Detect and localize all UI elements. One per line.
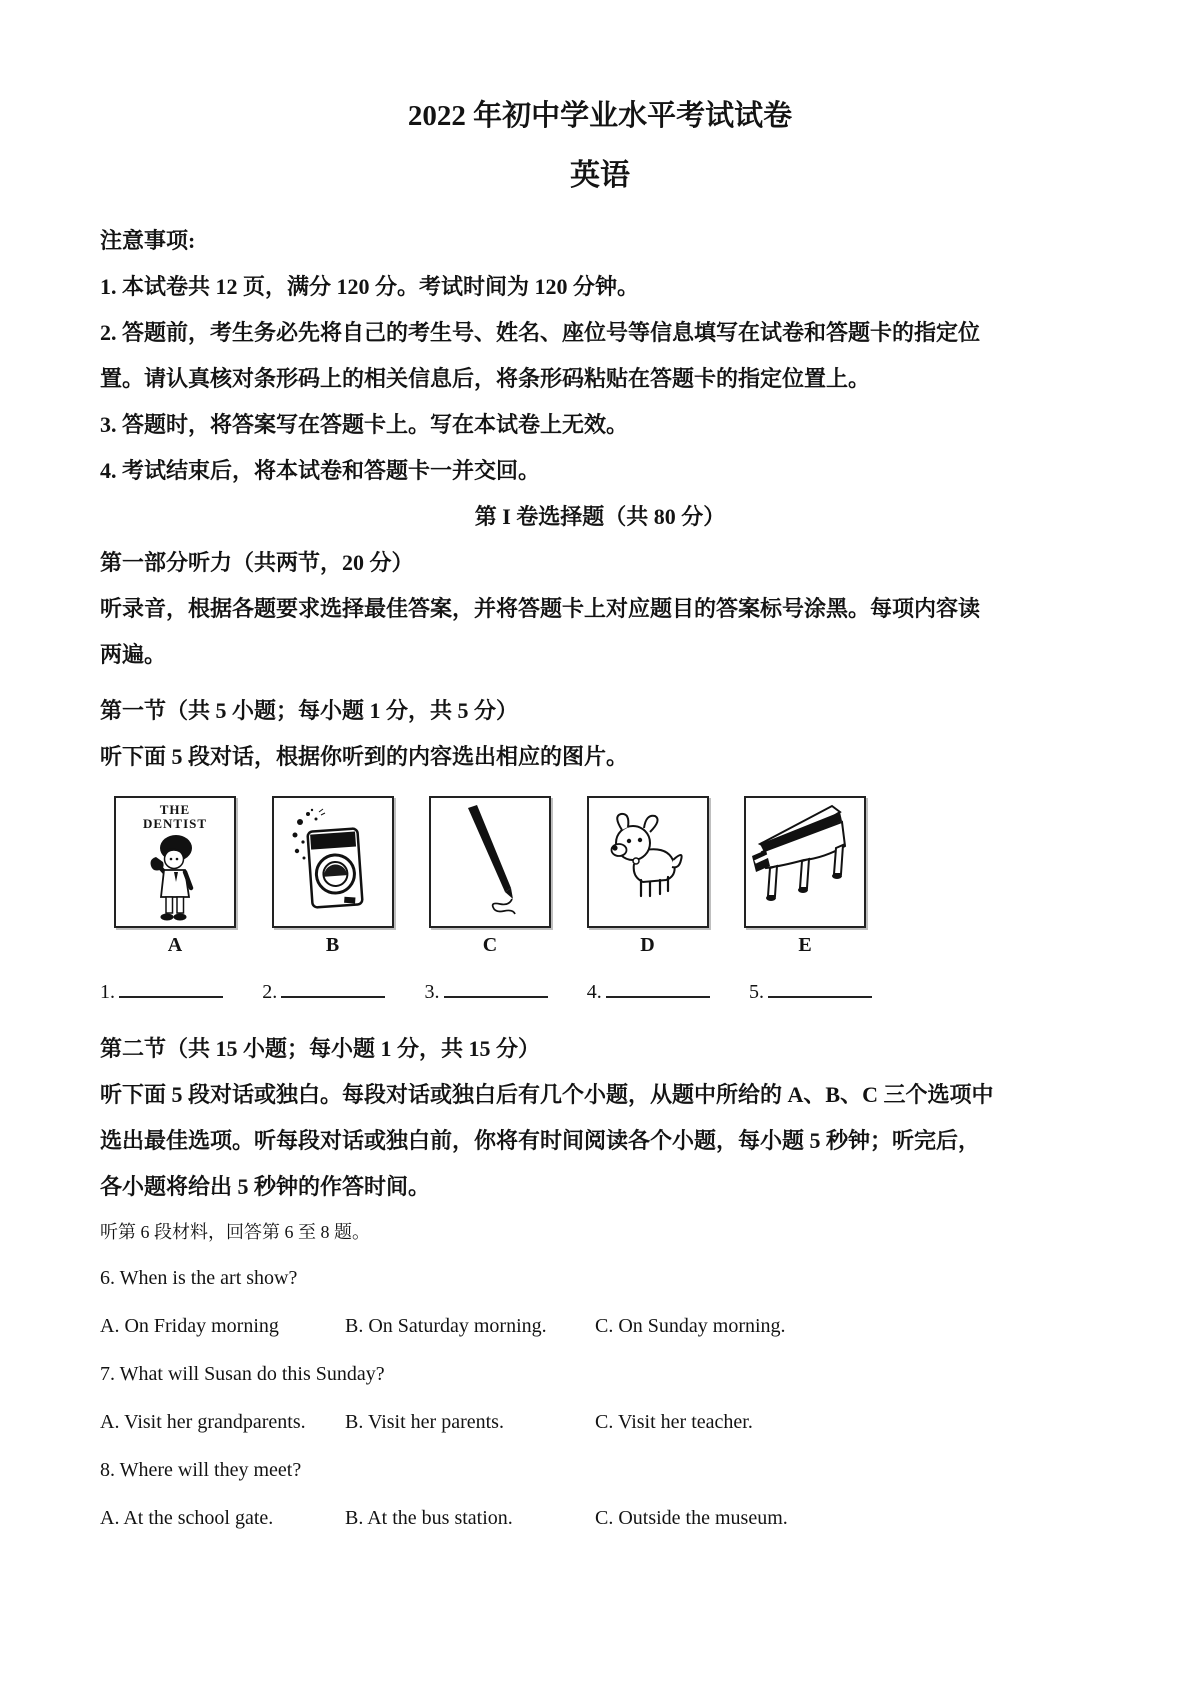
answer-blank-5: 5.: [749, 972, 872, 1014]
picture-letter-a: A: [167, 934, 183, 956]
answer-blank-4: 4.: [587, 972, 710, 1014]
question-7-stem: 7. What will Susan do this Sunday?: [100, 1363, 385, 1385]
notice-heading: 注意事项:: [100, 228, 196, 253]
dog-icon: [589, 798, 707, 926]
picture-letter-b: B: [325, 934, 340, 956]
picture-option-e: [744, 796, 866, 962]
question-6-option-c: C. On Sunday morning.: [595, 1315, 786, 1337]
answer-blank-1: 1.: [100, 972, 223, 1014]
question-6-option-a: A. On Friday morning: [100, 1315, 279, 1337]
notice-item-1: 1. 本试卷共 12 页，满分 120 分。考试时间为 120 分钟。: [100, 274, 640, 299]
question-7-option-b: B. Visit her parents.: [345, 1411, 504, 1433]
listening-intro-line-1: 听录音，根据各题要求选择最佳答案，并将答题卡上对应题目的答案标号涂黑。每项内容读: [100, 596, 981, 621]
section-2-intro-line-3: 各小题将给出 5 秒钟的作答时间。: [100, 1174, 431, 1199]
section-1-instruction: 听下面 5 段对话，根据你听到的内容选出相应的图片。: [100, 744, 629, 769]
washing-machine-icon: [274, 798, 392, 926]
dentist-icon: [116, 832, 234, 926]
material-6-cue: 听第 6 段材料，回答第 6 至 8 题。: [100, 1222, 370, 1242]
answer-blank-3: 3.: [425, 972, 548, 1014]
picture-box-c: [429, 796, 551, 928]
question-7-option-c: C. Visit her teacher.: [595, 1411, 753, 1433]
section-2-heading: 第二节（共 15 小题；每小题 1 分，共 15 分）: [100, 1036, 541, 1061]
dentist-caption: THE DENTIST: [142, 802, 208, 831]
question-6-options: [100, 1302, 1100, 1350]
blank-underline-2: [281, 978, 385, 998]
picture-option-d: [587, 796, 709, 962]
question-6-stem: 6. When is the art show?: [100, 1267, 298, 1289]
question-8-option-a: A. At the school gate.: [100, 1507, 274, 1529]
question-8-option-c: C. Outside the museum.: [595, 1507, 788, 1529]
picture-box-a: [114, 796, 236, 928]
picture-box-b: [272, 796, 394, 928]
section-2-intro-line-2: 选出最佳选项。听每段对话或独白前，你将有时间阅读各个小题，每小题 5 秒钟；听完后，: [100, 1128, 981, 1153]
picture-option-c: [429, 796, 551, 962]
picture-letter-c: C: [482, 934, 498, 956]
question-8-stem: 8. Where will they meet?: [100, 1459, 302, 1481]
question-8-options: [100, 1494, 1100, 1542]
question-7-option-a: A. Visit her grandparents.: [100, 1411, 306, 1433]
pen-icon: [431, 798, 549, 926]
blank-underline-4: [606, 978, 710, 998]
notice-item-4: 4. 考试结束后，将本试卷和答题卡一并交回。: [100, 458, 541, 483]
volume-1-heading: 第 I 卷选择题（共 80 分）: [474, 504, 726, 529]
question-8-option-b: B. At the bus station.: [345, 1507, 513, 1529]
picture-letter-d: D: [640, 934, 655, 956]
notice-item-2-line-2: 置。请认真核对条形码上的相关信息后，将条形码粘贴在答题卡的指定位置上。: [100, 366, 871, 391]
blank-underline-3: [444, 978, 548, 998]
subject-title: 英语: [570, 159, 630, 192]
picture-option-a: [114, 796, 236, 962]
notice-item-2-line-1: 2. 答题前，考生务必先将自己的考生号、姓名、座位号等信息填写在试卷和答题卡的指定位: [100, 320, 981, 345]
listening-intro-line-2: 两遍。: [100, 642, 167, 667]
grand-piano-icon: [746, 798, 864, 926]
notice-item-3: 3. 答题时，将答案写在答题卡上。写在本试卷上无效。: [100, 412, 629, 437]
picture-box-e: [744, 796, 866, 928]
section-2-intro-line-1: 听下面 5 段对话或独白。每段对话或独白后有几个小题，从题中所给的 A、B、C 三个选项中: [100, 1082, 994, 1107]
picture-box-d: [587, 796, 709, 928]
question-7-options: [100, 1398, 1100, 1446]
answer-blank-2: 2.: [262, 972, 385, 1014]
blank-underline-5: [768, 978, 872, 998]
picture-letter-e: E: [798, 934, 812, 956]
picture-option-b: [272, 796, 394, 962]
listening-part-heading: 第一部分听力（共两节，20 分）: [100, 550, 414, 575]
page-title: 2022 年初中学业水平考试试卷: [407, 100, 793, 132]
picture-options-row: [114, 796, 866, 962]
section-1-heading: 第一节（共 5 小题；每小题 1 分，共 5 分）: [100, 698, 519, 723]
answer-blanks-row: [100, 972, 872, 1014]
question-6-option-b: B. On Saturday morning.: [345, 1315, 547, 1337]
blank-underline-1: [119, 978, 223, 998]
